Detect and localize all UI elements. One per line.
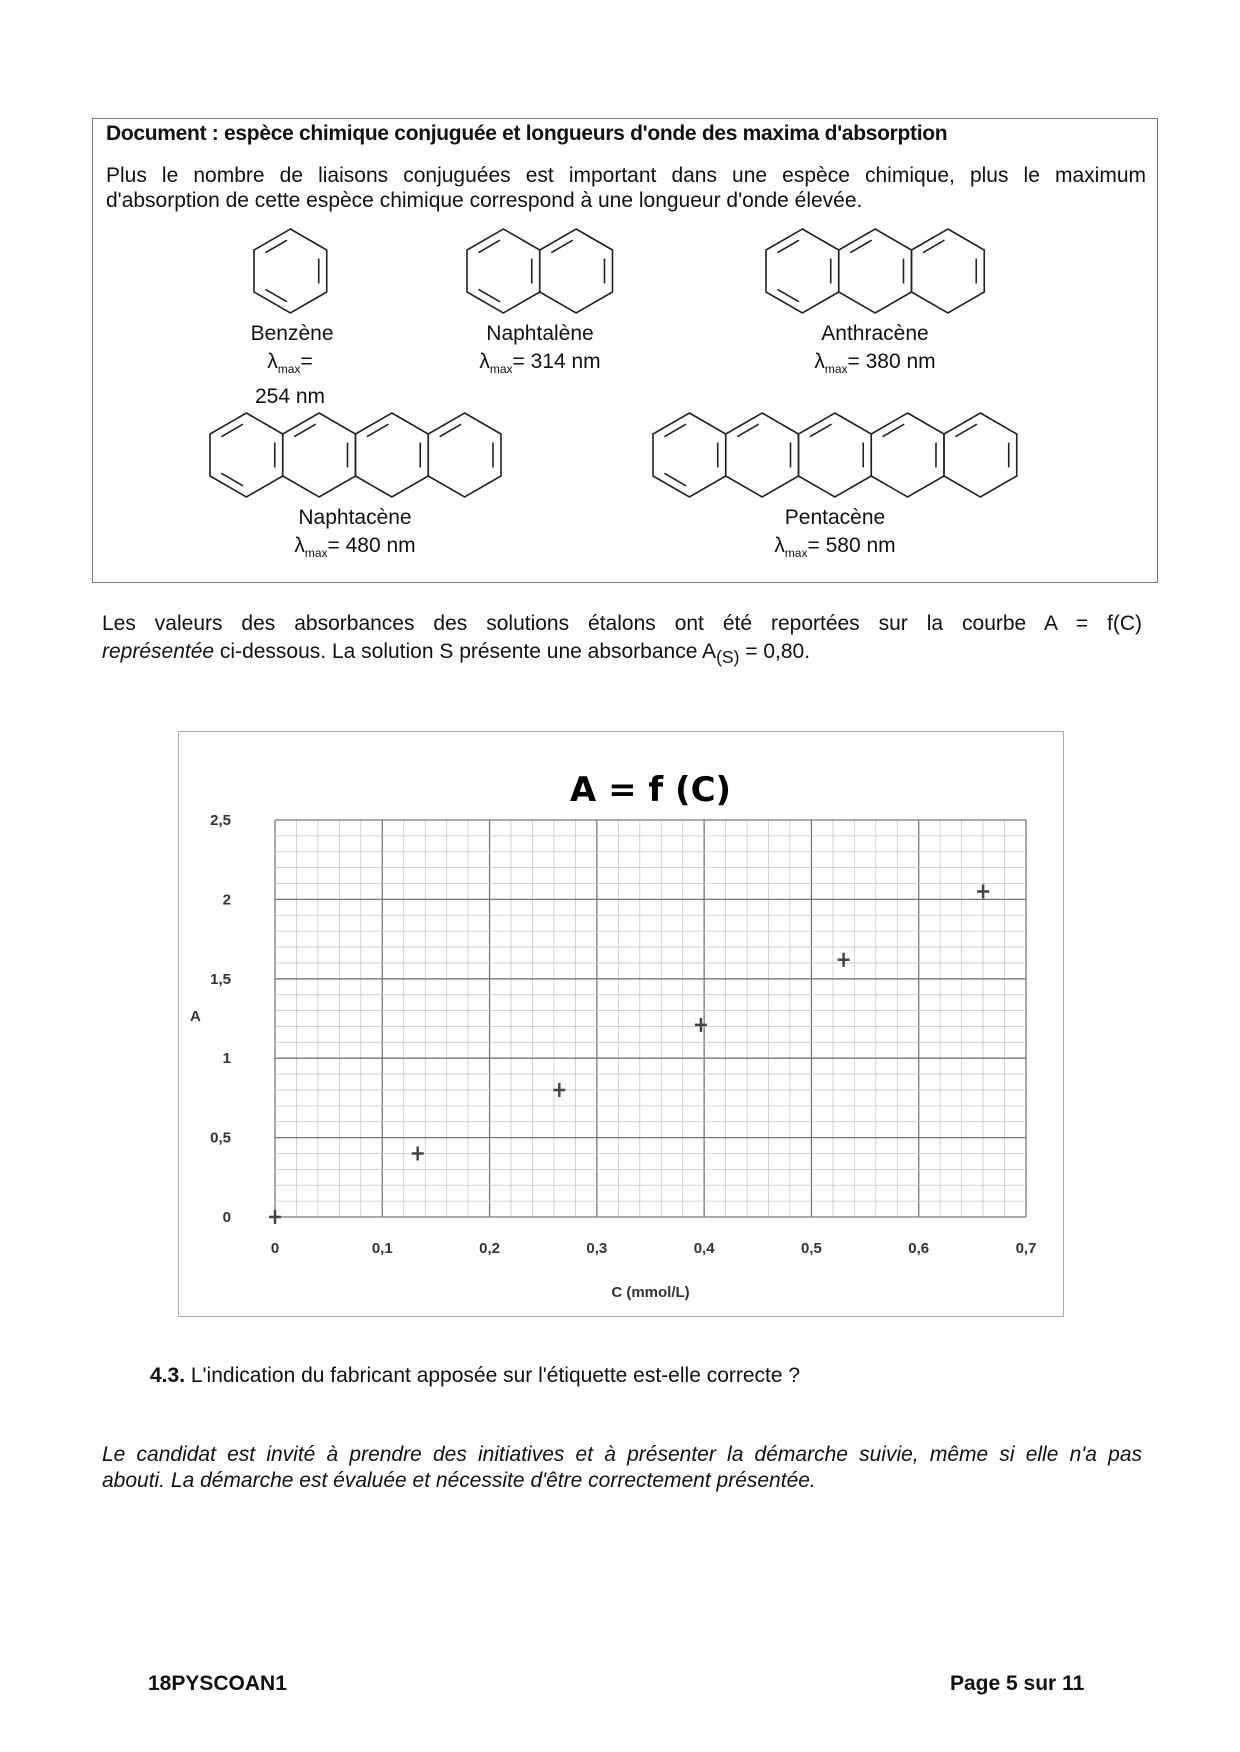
y-axis-label: A xyxy=(190,1008,201,1025)
y-tick-label: 0,5 xyxy=(210,1129,231,1147)
instructions-line1: Le candidat est invité à prendre des initiatives et à présenter la démarche suivie, même si elle n'a pas xyxy=(102,1443,1142,1466)
document-title: Document : espèce chimique conjuguée et longueurs d'onde des maxima d'absorption xyxy=(106,122,948,145)
y-tick-label: 0 xyxy=(222,1209,231,1226)
ring xyxy=(766,229,839,313)
molecule-name: Naphtacène xyxy=(298,506,412,529)
body-line1: Les valeurs des absorbances des solutions étalons ont été reportées sur la courbe A = f(C) xyxy=(102,612,1142,635)
molecule-name: Anthracène xyxy=(821,322,929,345)
lambda-max: $\lambda_{max}= 480$ nm xyxy=(294,534,416,561)
absorbance-value: = 0,80. xyxy=(739,640,811,663)
ring xyxy=(540,229,613,313)
molecule-4 xyxy=(650,410,1020,567)
x-tick-label: 0,4 xyxy=(693,1240,715,1257)
ring xyxy=(726,413,799,497)
body-line2: ci-dessous. La solution S présente une absorbance A xyxy=(214,640,717,663)
x-tick-label: 0 xyxy=(270,1240,280,1257)
ring xyxy=(467,229,540,313)
footer-code: 18PYSCOAN1 xyxy=(148,1672,287,1695)
chart-title: A = f (C) xyxy=(569,770,732,810)
x-tick-label: 0,5 xyxy=(800,1240,822,1257)
footer-page: Page 5 sur 11 xyxy=(950,1672,1085,1695)
x-axis-label: C (mmol/L) xyxy=(611,1284,690,1301)
x-tick-label: 0,3 xyxy=(586,1240,608,1257)
x-tick-label: 0,1 xyxy=(371,1240,393,1257)
question xyxy=(150,1364,800,1388)
molecule-structure-icon xyxy=(464,226,615,316)
molecule-1 xyxy=(464,226,615,383)
question-number: 4.3. xyxy=(150,1364,186,1387)
data-point xyxy=(553,1083,565,1097)
ring xyxy=(653,413,726,497)
x-tick-label: 0,6 xyxy=(908,1240,930,1257)
data-point xyxy=(412,1146,424,1160)
y-tick-label: 1 xyxy=(222,1050,231,1068)
absorbance-subscript: (S) xyxy=(716,647,740,668)
data-point xyxy=(695,1018,707,1032)
y-tick-label: 2 xyxy=(222,891,231,909)
data-point xyxy=(838,953,850,967)
molecule-2 xyxy=(763,226,987,383)
ring xyxy=(254,229,327,313)
body-text xyxy=(102,610,1142,671)
absorbance-chart xyxy=(178,731,1064,1317)
lambda-max: $\lambda_{max}= 580$ nm xyxy=(774,534,896,561)
document-paragraph-line1: Plus le nombre de liaisons conjuguées est important dans une espèce chimique, plus le maximum xyxy=(106,164,1146,187)
ring xyxy=(355,413,428,497)
ring xyxy=(428,413,501,497)
data-point xyxy=(977,884,989,898)
x-tick-label: 0,7 xyxy=(1015,1240,1037,1257)
ring xyxy=(944,413,1017,497)
ring xyxy=(839,229,912,313)
lambda-max: $\lambda_{max}= 314$ nm xyxy=(479,350,601,377)
body-italic: représentée xyxy=(102,640,215,663)
ring xyxy=(871,413,944,497)
document-paragraph-line2: d'absorption de cette espèce chimique correspond à une longueur d'onde élevée. xyxy=(106,189,863,212)
molecule-name: Pentacène xyxy=(784,506,886,529)
ring xyxy=(911,229,984,313)
y-tick-label: 1,5 xyxy=(210,970,231,988)
ring xyxy=(799,413,872,497)
x-tick-label: 0,2 xyxy=(479,1240,501,1257)
molecule-name: Benzène xyxy=(250,322,334,345)
y-tick-label: 2,5 xyxy=(210,812,231,829)
question-text: L'indication du fabricant apposée sur l'étiquette est-elle correcte ? xyxy=(185,1364,801,1387)
instructions xyxy=(102,1442,1142,1494)
molecule-3 xyxy=(207,410,504,567)
ring xyxy=(210,413,283,497)
molecule-name: Naphtalène xyxy=(486,322,594,345)
lambda-max: $\lambda_{max}= 380$ nm xyxy=(814,350,936,377)
lambda-max: $\lambda_{max}= 254$ nm xyxy=(254,350,326,409)
instructions-line2: abouti. La démarche est évaluée et nécessite d'être correctement présentée. xyxy=(102,1469,816,1492)
molecule-structure-icon xyxy=(207,410,504,500)
molecule-0 xyxy=(250,226,334,411)
molecule-structure-icon xyxy=(763,226,987,316)
ring xyxy=(282,413,355,497)
molecule-structure-icon xyxy=(650,410,1020,500)
molecule-structure-icon xyxy=(251,226,330,316)
data-point xyxy=(269,1210,281,1224)
